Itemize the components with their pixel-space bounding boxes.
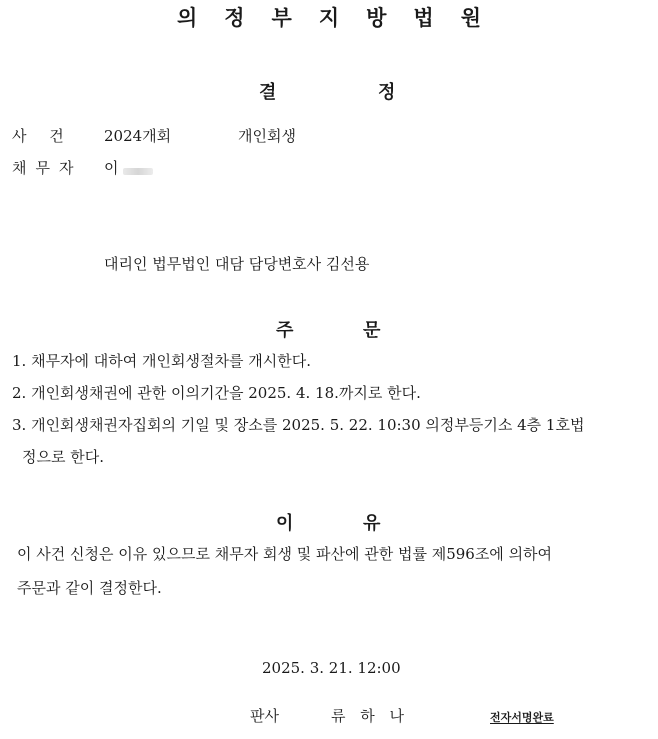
order-item-3-cont: 정으로 한다. (22, 448, 104, 466)
debtor-name: 이 (104, 159, 119, 177)
case-type: 개인회생 (238, 127, 296, 145)
reason-line-2: 주문과 같이 결정한다. (17, 579, 162, 597)
order-heading-right: 문 (363, 320, 381, 341)
reason-line-1: 이 사건 신청은 이유 있으므로 채무자 회생 및 파산에 관한 법률 제596조에 의하여 (17, 545, 553, 563)
order-item-2: 2. 개인회생채권에 관한 이의기간을 2025. 4. 18.까지로 한다. (12, 384, 421, 402)
judge-name: 류 하 나 (331, 707, 405, 725)
judge-title: 판사 (250, 707, 279, 725)
debtor-label: 채무자 (12, 159, 83, 177)
agent-line: 대리인 법무법인 대담 담당변호사 김선용 (104, 255, 370, 273)
document-title-left: 결 (259, 82, 277, 103)
redacted-name (123, 168, 153, 175)
case-number: 2024개회 (104, 127, 172, 145)
e-signature-mark: 전자서명완료 (490, 711, 554, 724)
debtor-name-row (104, 158, 153, 178)
case-label: 사 건 (12, 127, 73, 145)
reason-heading-right: 유 (363, 513, 381, 534)
order-item-3: 3. 개인회생채권자집회의 기일 및 장소를 2025. 5. 22. 10:30 의정부등기소 4층 1호법 (12, 416, 585, 434)
order-heading-left: 주 (276, 320, 294, 341)
decision-date: 2025. 3. 21. 12:00 (262, 659, 401, 677)
reason-heading-left: 이 (276, 513, 294, 534)
document-title-right: 정 (378, 82, 396, 103)
order-item-1: 1. 채무자에 대하여 개인회생절차를 개시한다. (12, 352, 311, 370)
court-name: 의정부지방법원 (176, 6, 508, 30)
